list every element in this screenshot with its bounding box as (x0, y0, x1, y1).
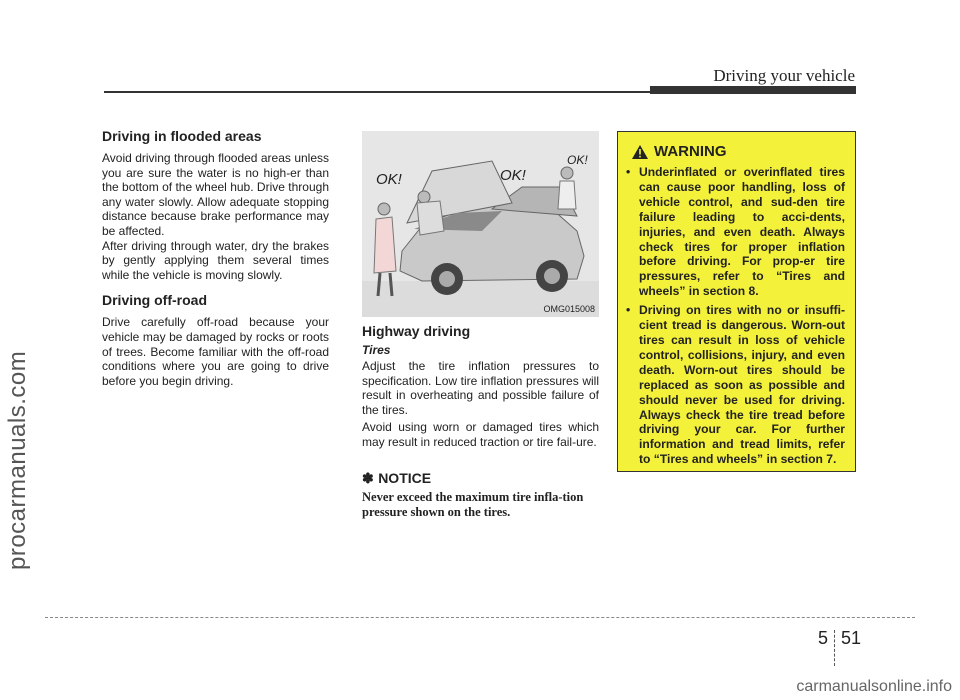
notice-symbol: ✽ (362, 469, 374, 486)
flooded-paragraph-1: Avoid driving through flooded areas unless you are sure the water is no high-er than the bottom of the wheel hub. Drive through any water slowly. Allow adequate stopping distance because brake performance may be affected. (102, 151, 329, 238)
flooded-paragraph-2: After driving through water, dry the brakes by gently applying them several times while the vehicle is moving slowly. (102, 238, 329, 282)
flooded-heading: Driving in flooded areas (102, 128, 262, 144)
tires-paragraph-1: Adjust the tire inflation pressures to specification. Low tire inflation pressures will result in overheating and possible failure of the tires. (362, 359, 599, 417)
notice-header (362, 470, 599, 488)
chapter-number: 5 (818, 627, 829, 648)
footer-watermark: carmanualsonline.info (796, 678, 952, 695)
offroad-heading: Driving off-road (102, 292, 207, 309)
warning-header (632, 143, 727, 160)
notice-body: Never exceed the maximum tire infla-tion pressure shown on the tires. (362, 489, 584, 519)
page-separator (834, 630, 835, 666)
tires-subheading: Tires (362, 343, 391, 357)
left-column (102, 128, 329, 388)
footer-rule (45, 617, 915, 618)
warning-icon (632, 145, 648, 159)
page-number-value: 51 (841, 627, 862, 648)
warning-item: • Underinflated or overinflated tires can cause poor handling, loss of vehicle control, and sud-den tire failure leading to acci-dents, injuries, and even death. Always check tires for proper inflation before driving. For prop-er tire pressures, refer to “Tires and wheels” in section 8. (626, 165, 845, 299)
offroad-paragraph: Drive carefully off-road because your vehicle may be damaged by rocks or roots of trees. Become familiar with the off-road conditions where you are going to drive before you begin driving. (102, 315, 329, 388)
header-rule-accent (650, 86, 856, 94)
warning-item: • Driving on tires with no or insuffi-cient tread is dangerous. Worn-out tires can result in loss of vehicle control, collisions, injury, and even death. Worn-out tires should be replaced as soon as possible and should never be used for driving. Always check the tire tread before driving your car. For further information and tread limits, refer to “Tires and wheels” in section 7. (626, 303, 845, 467)
page-number (818, 620, 861, 656)
notice-title: NOTICE (378, 469, 432, 486)
ok-label-2: OK! (500, 167, 526, 184)
middle-column (362, 323, 599, 520)
section-title: Driving your vehicle (713, 66, 855, 85)
warning-box (617, 131, 856, 472)
ok-label-3: OK! (567, 153, 588, 167)
ok-label-1: OK! (376, 171, 402, 188)
tires-paragraph-2: Avoid using worn or damaged tires which may result in reduced traction or tire fail-ure. (362, 420, 599, 449)
car-drawing (362, 131, 599, 317)
warning-list (626, 165, 845, 471)
highway-heading: Highway driving (362, 323, 471, 339)
car-illustration (362, 131, 599, 317)
warning-title: WARNING (654, 143, 727, 160)
side-watermark: procarmanuals.com (4, 350, 31, 570)
figure-code: OMG015008 (543, 304, 595, 314)
